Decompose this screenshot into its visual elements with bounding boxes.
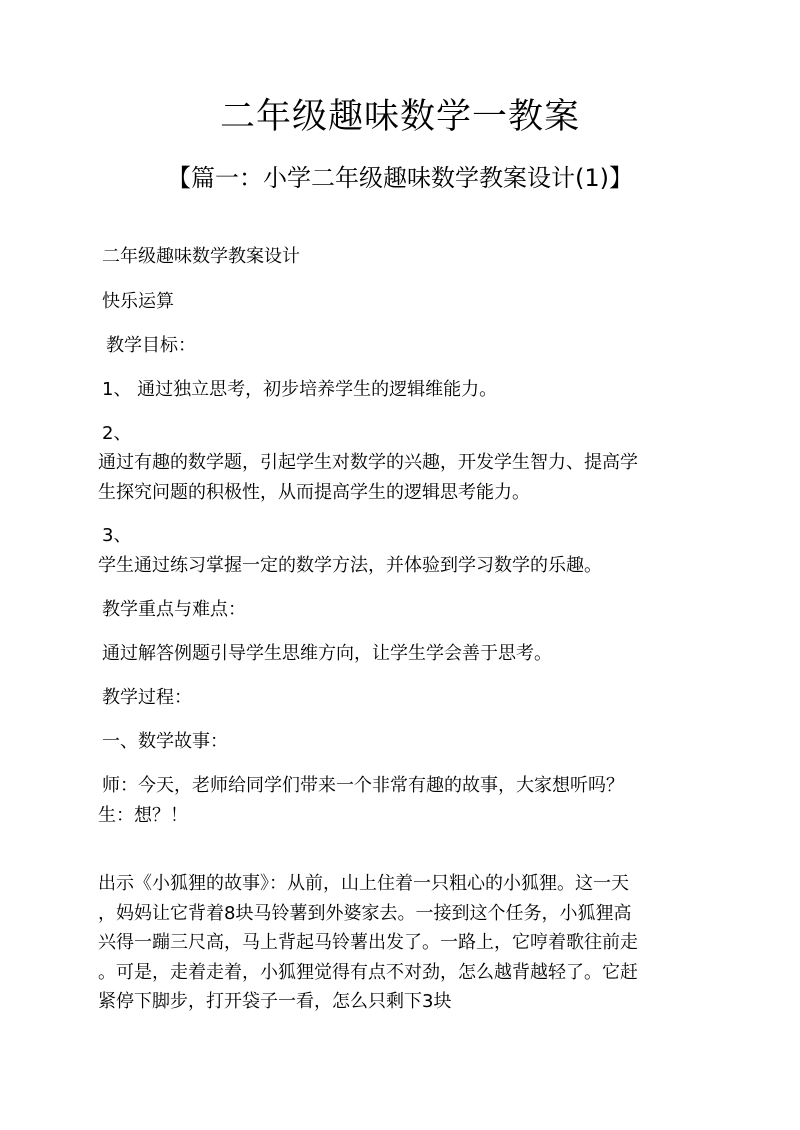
- paragraph-line: 师：今天，老师给同学们带来一个非常有趣的故事，大家想听吗？: [102, 775, 624, 796]
- paragraph-line: 出示《小狐狸的故事》：从前，山上住着一只粗心的小狐狸。这一天: [98, 873, 629, 894]
- paragraph-line: 学生通过练习掌握一定的数学方法，并体验到学习数学的乐趣。: [98, 555, 602, 576]
- paragraph-line: 教学目标：: [106, 335, 196, 356]
- paragraph-line: 快乐运算: [102, 291, 174, 312]
- document-subtitle: 【篇一：小学二年级趣味数学教案设计(1)】: [167, 164, 633, 192]
- paragraph-line: 通过有趣的数学题，引起学生对数学的兴趣，开发学生智力、提高学: [98, 452, 638, 473]
- paragraph-line: 3、: [102, 525, 132, 546]
- paragraph-line: 生探究问题的积极性，从而提高学生的逻辑思考能力。: [98, 482, 530, 503]
- paragraph-line: 兴得一蹦三尺高，马上背起马铃薯出发了。一路上，它哼着歌往前走: [98, 932, 638, 953]
- paragraph-line: 通过解答例题引导学生思维方向，让学生学会善于思考。: [102, 643, 552, 664]
- paragraph-line: 紧停下脚步，打开袋子一看，怎么只剩下3块: [98, 991, 452, 1012]
- paragraph-line: 教学过程：: [102, 687, 192, 708]
- paragraph-line: 一、数学故事：: [102, 731, 228, 752]
- document-title: 二年级趣味数学一教案: [219, 97, 580, 137]
- paragraph-line: 二年级趣味数学教案设计: [102, 246, 300, 267]
- paragraph-line: ，妈妈让它背着8块马铃薯到外婆家去。一接到这个任务，小狐狸高: [98, 903, 632, 924]
- paragraph-line: 教学重点与难点：: [102, 599, 246, 620]
- paragraph-line: 。可是，走着走着，小狐狸觉得有点不对劲，怎么越背越轻了。它赶: [98, 962, 638, 983]
- paragraph-line: 生：想？！: [98, 805, 188, 826]
- paragraph-line: 2、: [102, 423, 132, 444]
- paragraph-line: 1、 通过独立思考，初步培养学生的逻辑维能力。: [102, 379, 498, 400]
